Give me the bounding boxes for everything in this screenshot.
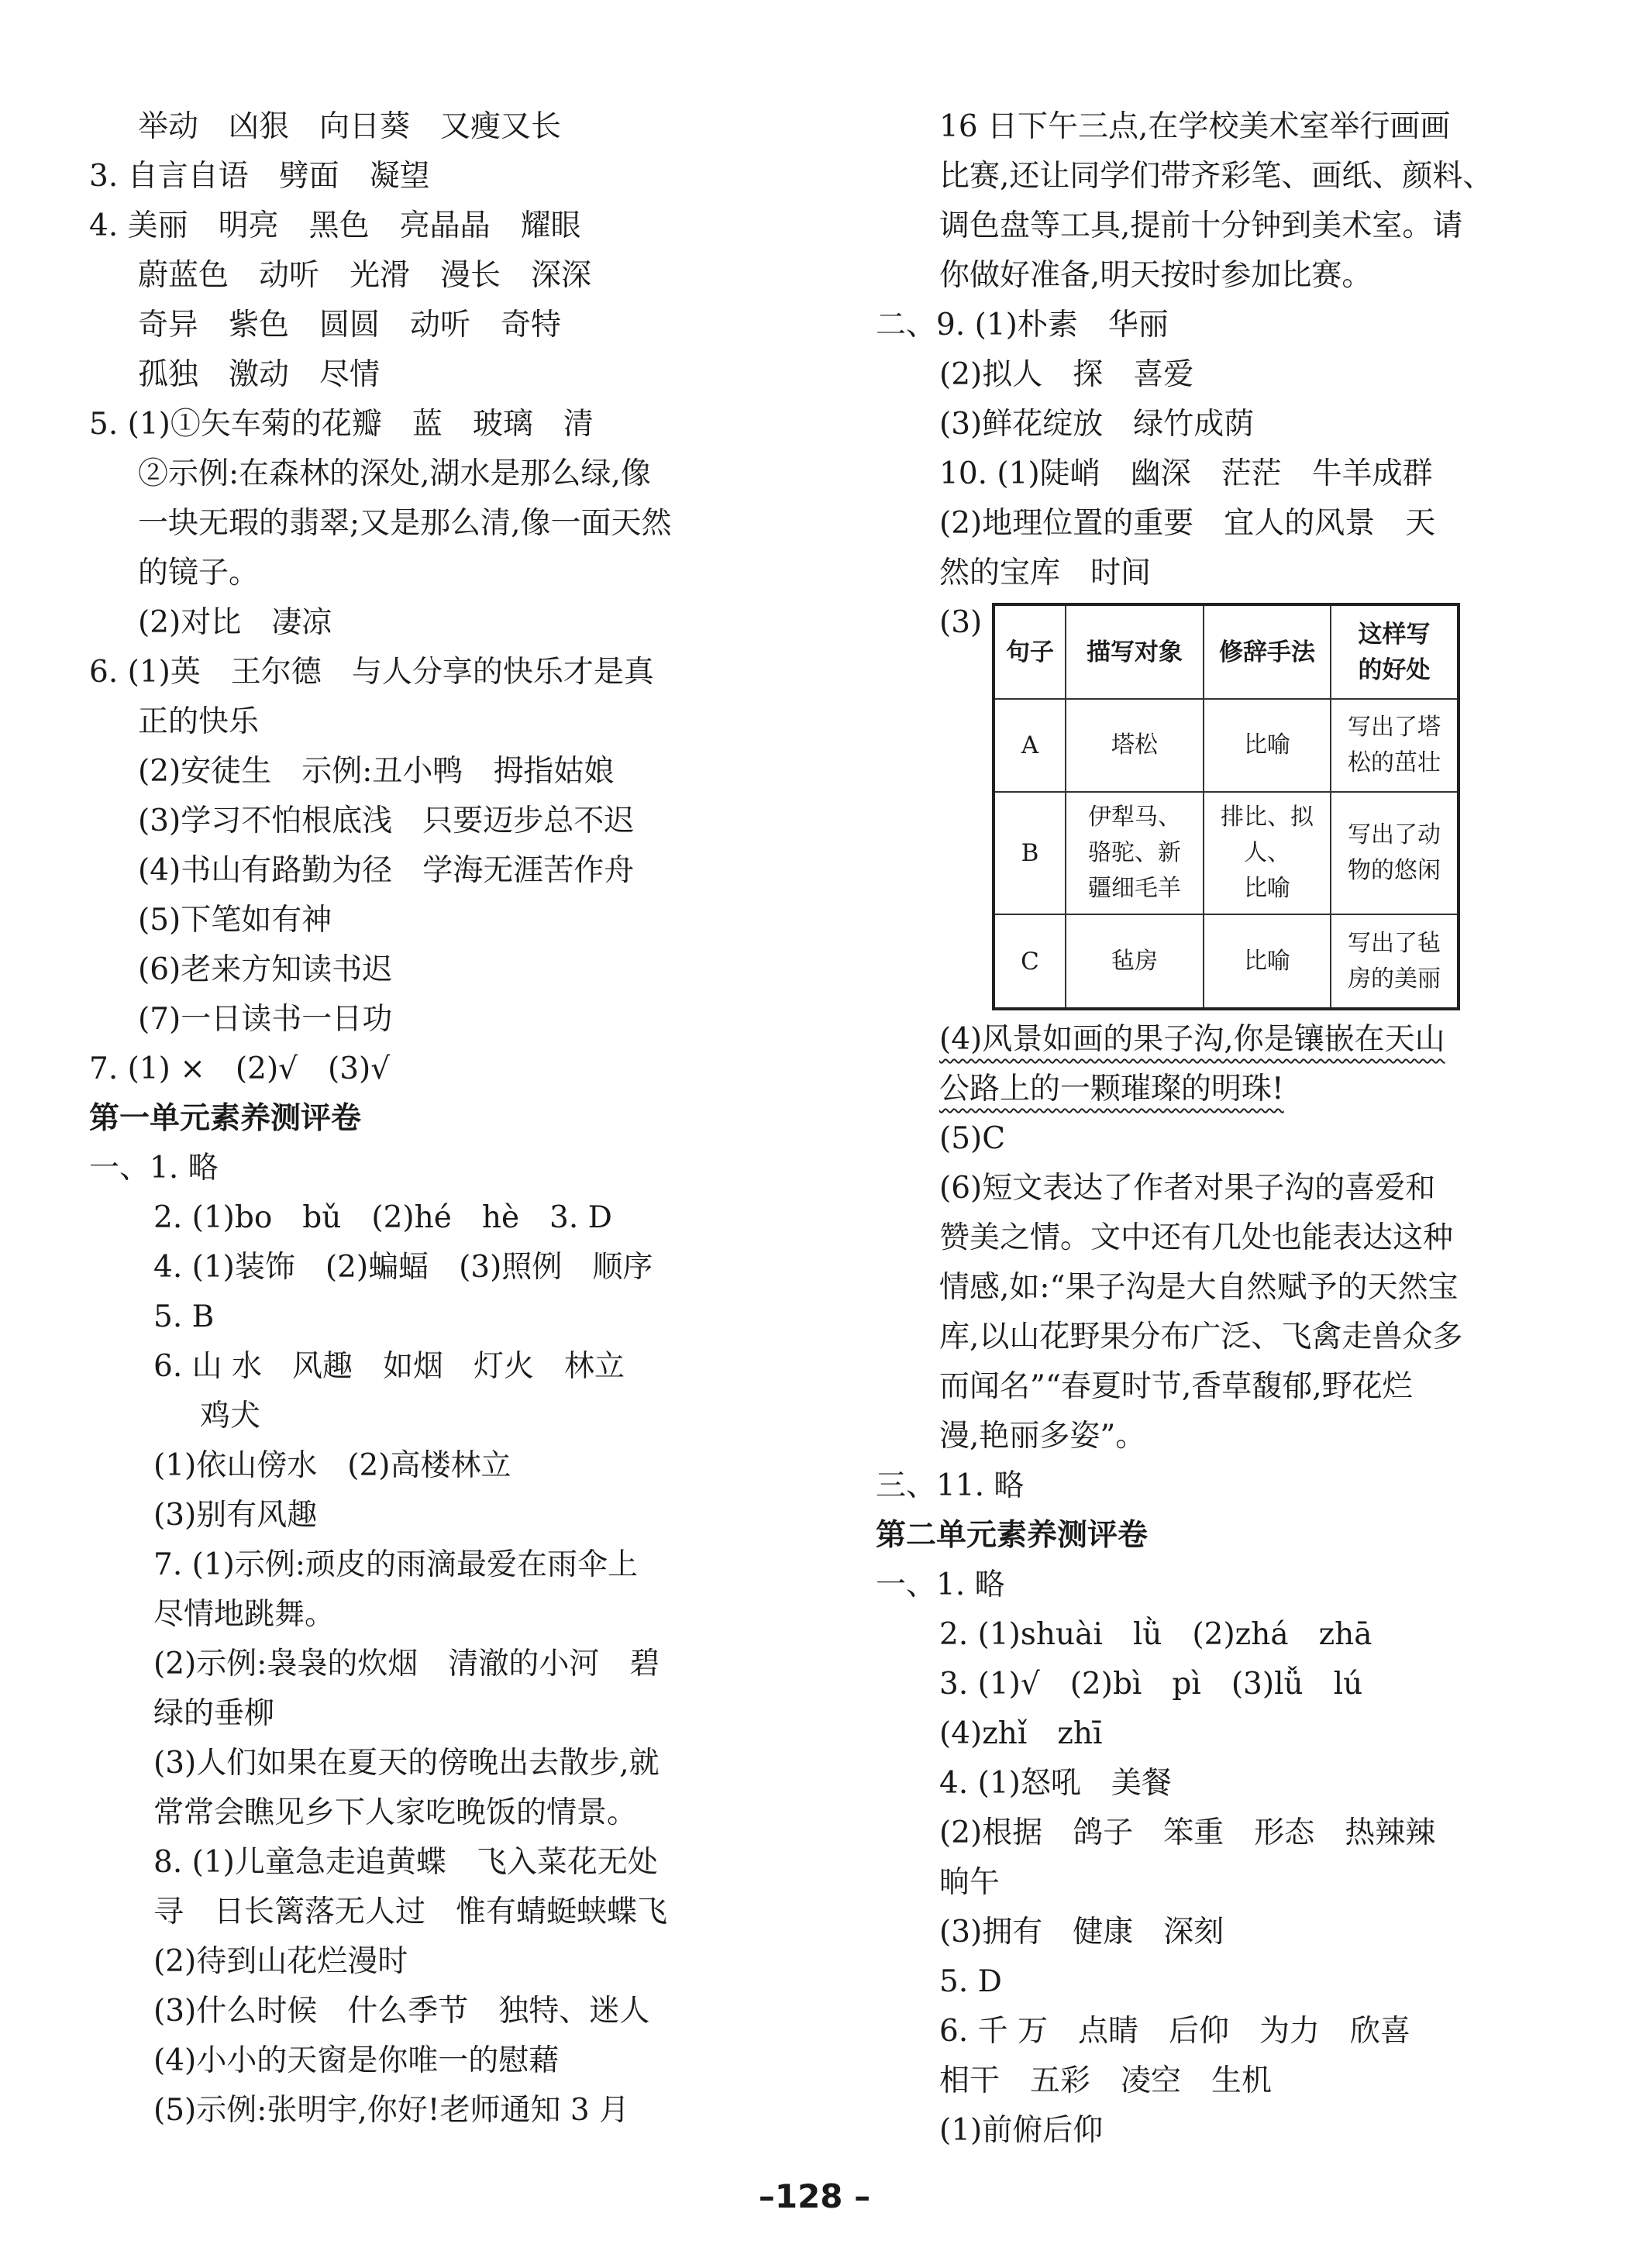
section-heading: 第二单元素养测评卷 xyxy=(876,1518,1149,1553)
text-line: 鸡犬 xyxy=(200,1399,261,1433)
table-cell: 毡房 xyxy=(1066,914,1204,1009)
text-line: 尽情地跳舞。 xyxy=(153,1597,336,1632)
analysis-table xyxy=(992,603,1460,1010)
text-line: (4)zhǐ zhī xyxy=(939,1716,1103,1751)
text-line: 3. (1)√ (2)bì pì (3)lǚ lú xyxy=(939,1667,1363,1702)
right-column xyxy=(775,0,1629,2162)
text-line: 5. (1)①矢车菊的花瓣 蓝 玻璃 清 xyxy=(89,407,594,442)
text-line: 奇异 紫色 圆圆 动听 奇特 xyxy=(138,308,562,342)
table-cell: 伊犁马、 骆驼、新 疆细毛羊 xyxy=(1066,792,1204,914)
text-line: 寻 日长篱落无人过 惟有蜻蜓蛱蝶飞 xyxy=(153,1895,668,1929)
text-line: 6. (1)英 王尔德 与人分享的快乐才是真 xyxy=(89,655,654,690)
text-line: (5)C xyxy=(939,1121,1006,1156)
text-line: (4)风景如画的果子沟,你是镶嵌在天山 xyxy=(939,1022,1445,1057)
text-line: 4. (1)装饰 (2)蝙蝠 (3)照例 顺序 xyxy=(153,1250,653,1285)
answer-table xyxy=(992,603,1460,1010)
table-label: (3) xyxy=(939,605,983,640)
table-cell: 排比、拟人、 比喻 xyxy=(1204,792,1331,914)
text-line: 7. (1)示例:顽皮的雨滴最爱在雨伞上 xyxy=(153,1547,638,1582)
text-line: 的镜子。 xyxy=(138,556,260,590)
text-line: 二、9. (1)朴素 华丽 xyxy=(876,308,1169,342)
table-cell: 比喻 xyxy=(1204,914,1331,1009)
text-line: (3)拥有 健康 深刻 xyxy=(939,1915,1224,1950)
text-line: 4. (1)怒吼 美餐 xyxy=(939,1766,1172,1801)
text-line: 蔚蓝色 动听 光滑 漫长 深深 xyxy=(138,258,592,293)
text-line: 一块无瑕的翡翠;又是那么清,像一面天然 xyxy=(138,506,672,541)
table-cell: 塔松 xyxy=(1066,699,1204,792)
header-cell: 句子 xyxy=(994,604,1066,699)
table-cell: 写出了动 物的悠闲 xyxy=(1331,792,1459,914)
text-line: (2)示例:袅袅的炊烟 清澈的小河 碧 xyxy=(153,1647,660,1681)
text-line: 孤独 激动 尽情 xyxy=(138,357,381,392)
text-line: 常常会瞧见乡下人家吃晚饭的情景。 xyxy=(153,1795,638,1830)
text-line: (3)人们如果在夏天的傍晚出去散步,就 xyxy=(153,1746,660,1781)
table-header-row xyxy=(994,604,1459,699)
text-line: (3)别有风趣 xyxy=(153,1498,318,1533)
text-line: (2)安徒生 示例:丑小鸭 拇指姑娘 xyxy=(138,754,615,789)
header-cell: 这样写 的好处 xyxy=(1331,604,1459,699)
text-line: 然的宝库 时间 xyxy=(939,556,1152,590)
table-cell: 写出了毡 房的美丽 xyxy=(1331,914,1459,1009)
text-line: 而闻名”“春夏时节,香草馥郁,野花烂 xyxy=(939,1369,1413,1404)
text-line: 相干 五彩 凌空 生机 xyxy=(939,2063,1273,2098)
text-line: 三、11. 略 xyxy=(876,1468,1025,1503)
section-heading: 第一单元素养测评卷 xyxy=(89,1101,362,1136)
text-line: 调色盘等工具,提前十分钟到美术室。请 xyxy=(939,208,1463,243)
page-number: –128 – xyxy=(758,2177,871,2215)
text-line: 正的快乐 xyxy=(138,704,260,739)
table-cell: C xyxy=(994,914,1066,1009)
text-line: 8. (1)儿童急走追黄蝶 飞入菜花无处 xyxy=(153,1845,658,1880)
text-line: 6. 山 水 风趣 如烟 灯火 林立 xyxy=(153,1349,625,1384)
text-line: (2)地理位置的重要 宜人的风景 天 xyxy=(939,506,1436,541)
text-line: 一、1. 略 xyxy=(876,1568,1005,1602)
text-line: (2)对比 凄凉 xyxy=(138,605,332,640)
text-line: 漫,艳丽多姿”。 xyxy=(939,1419,1146,1454)
table-cell: 比喻 xyxy=(1204,699,1331,792)
text-line: 7. (1) × (2)√ (3)√ xyxy=(89,1051,391,1086)
text-line: (3)什么时候 什么季节 独特、迷人 xyxy=(153,1994,650,2029)
text-line: 情感,如:“果子沟是大自然赋予的天然宝 xyxy=(939,1270,1459,1305)
text-line: 5. D xyxy=(939,1964,1002,1999)
table-cell: B xyxy=(994,792,1066,914)
header-cell: 修辞手法 xyxy=(1204,604,1331,699)
table-row xyxy=(994,792,1459,914)
text-line: 2. (1)bo bǔ (2)hé hè 3. D xyxy=(153,1200,612,1235)
text-line: 晌午 xyxy=(939,1865,1000,1900)
text-line: 一、1. 略 xyxy=(89,1151,219,1186)
table-row xyxy=(994,914,1459,1009)
text-line: (4)小小的天窗是你唯一的慰藉 xyxy=(153,2043,560,2078)
text-line: 公路上的一颗璀璨的明珠! xyxy=(939,1072,1284,1106)
text-line: 比赛,还让同学们带齐彩笔、画纸、颜料、 xyxy=(939,159,1493,194)
text-line: 赞美之情。文中还有几处也能表达这种 xyxy=(939,1220,1454,1255)
text-line: 6. 千 万 点睛 后仰 为力 欣喜 xyxy=(939,2014,1411,2049)
table-cell: 写出了塔 松的茁壮 xyxy=(1331,699,1459,792)
left-column xyxy=(0,0,775,2162)
text-line: (2)拟人 探 喜爱 xyxy=(939,357,1194,392)
text-line: (7)一日读书一日功 xyxy=(138,1002,393,1037)
text-line: (1)前俯后仰 xyxy=(939,2113,1104,2148)
text-line: (5)示例:张明宇,你好!老师通知 3 月 xyxy=(153,2093,630,2128)
table-row xyxy=(994,699,1459,792)
text-line: 5. B xyxy=(153,1299,215,1334)
table-cell: A xyxy=(994,699,1066,792)
text-line: 4. 美丽 明亮 黑色 亮晶晶 耀眼 xyxy=(89,208,581,243)
text-line: 10. (1)陡峭 幽深 茫茫 牛羊成群 xyxy=(939,456,1433,491)
text-line: (2)根据 鸽子 笨重 形态 热辣辣 xyxy=(939,1815,1436,1850)
text-line: (6)老来方知读书迟 xyxy=(138,952,393,987)
text-line: (6)短文表达了作者对果子沟的喜爱和 xyxy=(939,1171,1436,1206)
text-line: 库,以山花野果分布广泛、飞禽走兽众多 xyxy=(939,1320,1463,1354)
text-line: (4)书山有路勤为径 学海无涯苦作舟 xyxy=(138,853,635,888)
text-line: 你做好准备,明天按时参加比赛。 xyxy=(939,258,1372,293)
text-line: (2)待到山花烂漫时 xyxy=(153,1944,408,1979)
text-line: (3)鲜花绽放 绿竹成荫 xyxy=(939,407,1255,442)
text-line: 3. 自言自语 劈面 凝望 xyxy=(89,159,430,194)
text-line: (1)依山傍水 (2)高楼林立 xyxy=(153,1448,511,1483)
text-line: (3)学习不怕根底浅 只要迈步总不迟 xyxy=(138,804,635,838)
text-line: 绿的垂柳 xyxy=(153,1696,275,1731)
text-line: 16 日下午三点,在学校美术室举行画画 xyxy=(939,109,1451,144)
header-cell: 描写对象 xyxy=(1066,604,1204,699)
text-line: 2. (1)shuài lǜ (2)zhá zhā xyxy=(939,1617,1372,1652)
text-line: ②示例:在森林的深处,湖水是那么绿,像 xyxy=(138,456,651,491)
text-line: 举动 凶狠 向日葵 又瘦又长 xyxy=(138,109,562,144)
text-line: (5)下笔如有神 xyxy=(138,903,332,938)
